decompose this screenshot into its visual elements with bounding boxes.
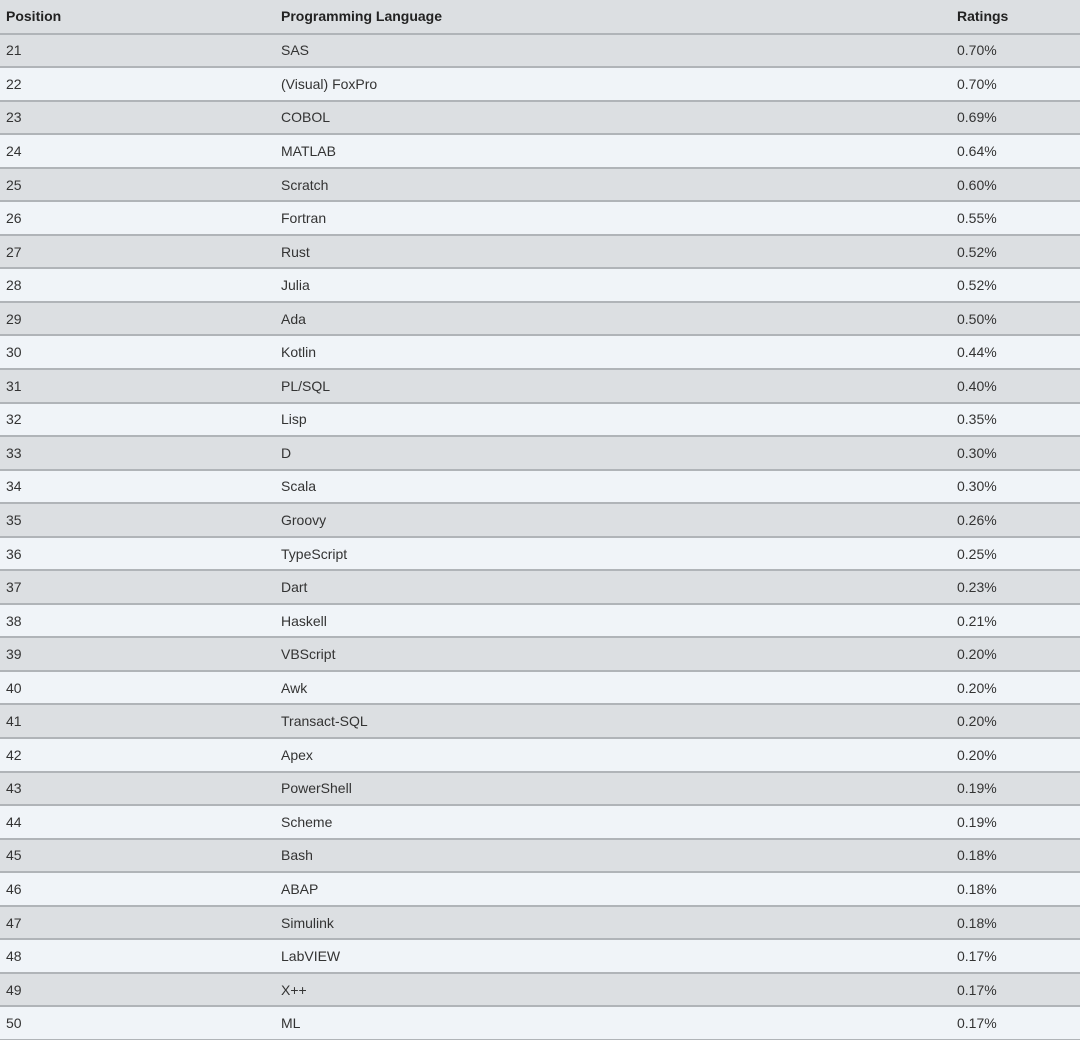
header-language: Programming Language <box>275 0 951 34</box>
rating-cell: 0.20% <box>951 637 1080 671</box>
position-cell: 35 <box>0 503 275 537</box>
position-cell: 26 <box>0 201 275 235</box>
language-cell: (Visual) FoxPro <box>275 67 951 101</box>
header-row <box>0 0 1080 34</box>
position-cell: 23 <box>0 101 275 135</box>
language-cell: X++ <box>275 973 951 1007</box>
position-cell: 31 <box>0 369 275 403</box>
rating-cell: 0.44% <box>951 335 1080 369</box>
position-cell: 28 <box>0 268 275 302</box>
position-cell: 50 <box>0 1006 275 1040</box>
table-row <box>0 637 1080 671</box>
position-cell: 45 <box>0 839 275 873</box>
language-cell: Awk <box>275 671 951 705</box>
language-cell: Apex <box>275 738 951 772</box>
position-cell: 49 <box>0 973 275 1007</box>
rating-cell: 0.26% <box>951 503 1080 537</box>
table-row <box>0 201 1080 235</box>
rating-cell: 0.20% <box>951 738 1080 772</box>
rating-cell: 0.52% <box>951 235 1080 269</box>
position-cell: 43 <box>0 772 275 806</box>
position-cell: 25 <box>0 168 275 202</box>
language-cell: Haskell <box>275 604 951 638</box>
language-cell: PL/SQL <box>275 369 951 403</box>
language-cell: COBOL <box>275 101 951 135</box>
position-cell: 22 <box>0 67 275 101</box>
rating-cell: 0.17% <box>951 939 1080 973</box>
rating-cell: 0.20% <box>951 704 1080 738</box>
table-row <box>0 738 1080 772</box>
header-ratings: Ratings <box>951 0 1080 34</box>
position-cell: 38 <box>0 604 275 638</box>
language-cell: MATLAB <box>275 134 951 168</box>
position-cell: 29 <box>0 302 275 336</box>
table-row <box>0 67 1080 101</box>
language-cell: Fortran <box>275 201 951 235</box>
table-row <box>0 335 1080 369</box>
rating-cell: 0.18% <box>951 872 1080 906</box>
position-cell: 47 <box>0 906 275 940</box>
rating-cell: 0.64% <box>951 134 1080 168</box>
rating-cell: 0.19% <box>951 772 1080 806</box>
table-row <box>0 537 1080 571</box>
language-cell: Julia <box>275 268 951 302</box>
table-row <box>0 470 1080 504</box>
table-row <box>0 436 1080 470</box>
language-cell: Kotlin <box>275 335 951 369</box>
language-cell: Scheme <box>275 805 951 839</box>
language-cell: Ada <box>275 302 951 336</box>
table-row <box>0 403 1080 437</box>
table-row <box>0 772 1080 806</box>
table-row <box>0 570 1080 604</box>
table-row <box>0 805 1080 839</box>
position-cell: 37 <box>0 570 275 604</box>
rating-cell: 0.17% <box>951 973 1080 1007</box>
language-cell: Scratch <box>275 168 951 202</box>
rating-cell: 0.52% <box>951 268 1080 302</box>
language-cell: Transact-SQL <box>275 704 951 738</box>
language-cell: ABAP <box>275 872 951 906</box>
rating-cell: 0.21% <box>951 604 1080 638</box>
language-cell: Rust <box>275 235 951 269</box>
language-cell: Dart <box>275 570 951 604</box>
position-cell: 21 <box>0 34 275 68</box>
position-cell: 42 <box>0 738 275 772</box>
rating-cell: 0.69% <box>951 101 1080 135</box>
language-cell: VBScript <box>275 637 951 671</box>
table-row <box>0 604 1080 638</box>
rating-cell: 0.40% <box>951 369 1080 403</box>
table-row <box>0 973 1080 1007</box>
rating-cell: 0.18% <box>951 906 1080 940</box>
rating-cell: 0.18% <box>951 839 1080 873</box>
table-row <box>0 369 1080 403</box>
language-cell: Lisp <box>275 403 951 437</box>
table-row <box>0 268 1080 302</box>
rating-cell: 0.17% <box>951 1006 1080 1040</box>
rating-cell: 0.70% <box>951 67 1080 101</box>
rating-cell: 0.30% <box>951 436 1080 470</box>
table-row <box>0 302 1080 336</box>
position-cell: 33 <box>0 436 275 470</box>
table-row <box>0 34 1080 68</box>
table-row <box>0 671 1080 705</box>
table-row <box>0 134 1080 168</box>
header-position: Position <box>0 0 275 34</box>
table-row <box>0 839 1080 873</box>
position-cell: 24 <box>0 134 275 168</box>
table-row <box>0 1006 1080 1040</box>
language-cell: Scala <box>275 470 951 504</box>
table-row <box>0 872 1080 906</box>
rating-cell: 0.35% <box>951 403 1080 437</box>
language-cell: ML <box>275 1006 951 1040</box>
language-cell: Simulink <box>275 906 951 940</box>
table-row <box>0 503 1080 537</box>
rating-cell: 0.50% <box>951 302 1080 336</box>
position-cell: 36 <box>0 537 275 571</box>
table-row <box>0 704 1080 738</box>
rating-cell: 0.70% <box>951 34 1080 68</box>
position-cell: 46 <box>0 872 275 906</box>
position-cell: 41 <box>0 704 275 738</box>
rating-cell: 0.23% <box>951 570 1080 604</box>
language-cell: D <box>275 436 951 470</box>
table-row <box>0 101 1080 135</box>
position-cell: 27 <box>0 235 275 269</box>
language-cell: SAS <box>275 34 951 68</box>
table-row <box>0 235 1080 269</box>
rating-cell: 0.25% <box>951 537 1080 571</box>
position-cell: 39 <box>0 637 275 671</box>
position-cell: 48 <box>0 939 275 973</box>
table-row <box>0 168 1080 202</box>
rating-cell: 0.30% <box>951 470 1080 504</box>
language-cell: Groovy <box>275 503 951 537</box>
rating-cell: 0.60% <box>951 168 1080 202</box>
table-row <box>0 939 1080 973</box>
position-cell: 40 <box>0 671 275 705</box>
language-cell: Bash <box>275 839 951 873</box>
language-cell: PowerShell <box>275 772 951 806</box>
rating-cell: 0.20% <box>951 671 1080 705</box>
table-row <box>0 906 1080 940</box>
position-cell: 34 <box>0 470 275 504</box>
language-cell: TypeScript <box>275 537 951 571</box>
rating-cell: 0.55% <box>951 201 1080 235</box>
position-cell: 44 <box>0 805 275 839</box>
position-cell: 32 <box>0 403 275 437</box>
position-cell: 30 <box>0 335 275 369</box>
rating-cell: 0.19% <box>951 805 1080 839</box>
language-cell: LabVIEW <box>275 939 951 973</box>
